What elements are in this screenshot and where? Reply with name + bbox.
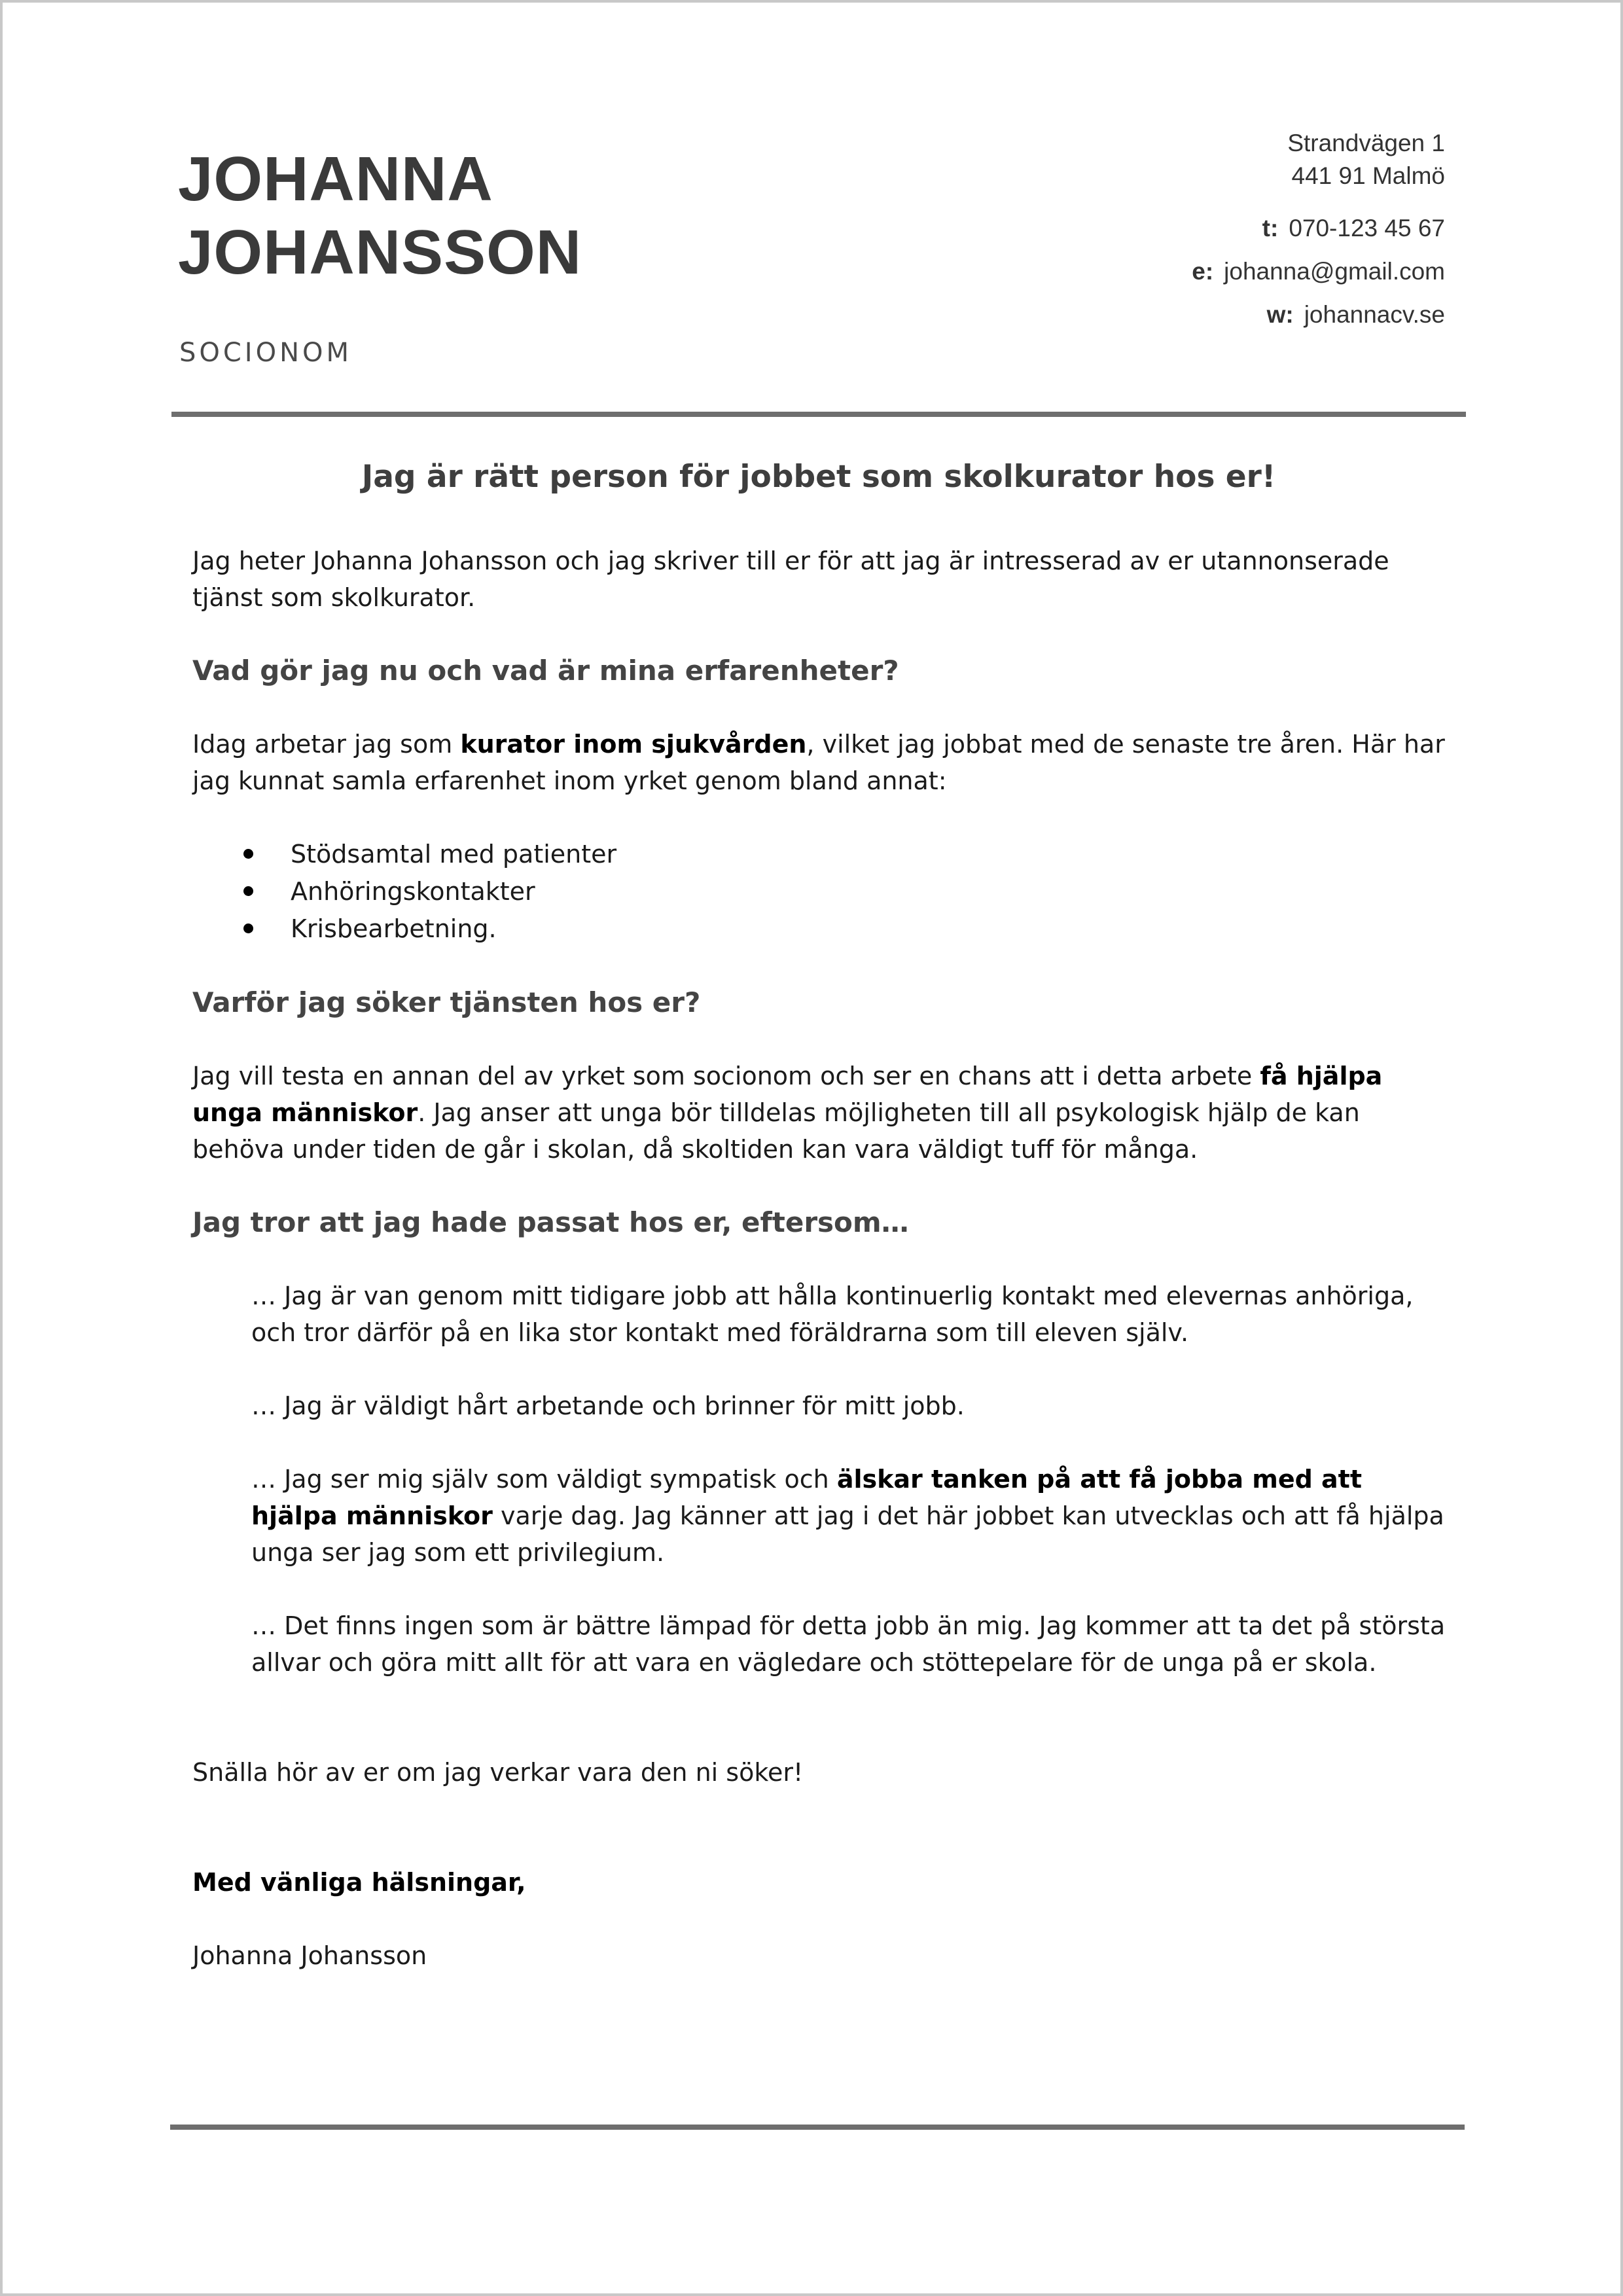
bullet-icon (243, 886, 253, 896)
reasons-block (192, 1278, 1449, 1681)
header-divider (171, 412, 1466, 417)
section-title-fit: Jag tror att jag hade passat hos er, eftersom… (192, 1206, 909, 1238)
intro-paragraph: Jag heter Johanna Johansson och jag skriver till er för att jag är intresserad av er utannonserade tjänst som skolkurator. (192, 547, 1389, 612)
web-row (1192, 293, 1445, 336)
regards-line: Med vänliga hälsningar, (192, 1868, 526, 1897)
reason-paragraph: … Jag ser mig själv som väldigt sympatisk och älskar tanken på att få jobba med att hjälpa människor varje dag. Jag känner att jag i det här jobbet kan utvecklas och att få hjälpa unga ser jag som ett privilegium. (251, 1465, 1444, 1567)
bullet-icon (243, 924, 253, 933)
experience-paragraph: Idag arbetar jag som kurator inom sjukvården, vilket jag jobbat med de senaste tre åren. Här har jag kunnat samla erfarenhet inom yrket genom bland annat: (192, 730, 1445, 795)
bullet-icon (243, 849, 253, 859)
contact-block (1192, 127, 1445, 336)
email-value: johanna@gmail.com (1224, 258, 1445, 285)
reason-paragraph: … Jag är van genom mitt tidigare jobb att hålla kontinuerlig kontakt med elevernas anhöriga, och tror därför på en lika stor kontakt med föräldrarna som till eleven själv. (251, 1282, 1414, 1347)
signature-name: Johanna Johansson (192, 1941, 427, 1970)
web-label: w: (1266, 301, 1294, 328)
section-title-experience: Vad gör jag nu och vad är mina erfarenheter? (192, 655, 899, 687)
list-item: Anhöringskontakter (192, 873, 1449, 910)
emphasis-text: kurator inom sjukvården (460, 730, 807, 759)
phone-row (1192, 207, 1445, 250)
emphasis-text: älskar tanken på att få jobba med att hjälpa människor (251, 1465, 1363, 1530)
letter-heading: Jag är rätt person för jobbet som skolkurator hos er! (361, 459, 1276, 495)
reason-paragraph: … Det finns ingen som är bättre lämpad för detta jobb än mig. Jag kommer att ta det på största allvar och göra mitt allt för att vara en vägledare och stöttepelare för de unga på er skola. (251, 1611, 1446, 1677)
name-last: JOHANSSON (178, 217, 582, 287)
address-line-2: 441 91 Malmö (1291, 162, 1445, 189)
name-first: JOHANNA (178, 144, 493, 214)
email-label: e: (1192, 258, 1214, 285)
web-value: johannacv.se (1304, 301, 1445, 328)
section-title-motivation: Varför jag söker tjänsten hos er? (192, 986, 701, 1018)
phone-label: t: (1262, 215, 1279, 242)
list-item: Krisbearbetning. (192, 910, 1449, 948)
letter-body (192, 543, 1449, 1974)
emphasis-text: få hjälpa unga människor (192, 1062, 1383, 1127)
list-item: Stödsamtal med patienter (192, 836, 1449, 873)
phone-value: 070-123 45 67 (1289, 215, 1445, 242)
email-row (1192, 250, 1445, 293)
reason-paragraph: … Jag är väldigt hårt arbetande och brinner för mitt jobb. (251, 1391, 965, 1420)
closing-line: Snälla hör av er om jag verkar vara den ni söker! (192, 1758, 804, 1787)
motivation-paragraph: Jag vill testa en annan del av yrket som socionom och ser en chans att i detta arbete få hjälpa unga människor. Jag anser att unga bör tilldelas möjligheten till all psykologisk hjälp de kan behöva under tiden de går i skolan, då skoltiden kan vara väldigt tuff för många. (192, 1062, 1383, 1164)
job-title: SOCIONOM (179, 338, 353, 368)
footer-divider (170, 2125, 1465, 2130)
experience-list (192, 836, 1449, 948)
address-line-1: Strandvägen 1 (1287, 130, 1445, 156)
